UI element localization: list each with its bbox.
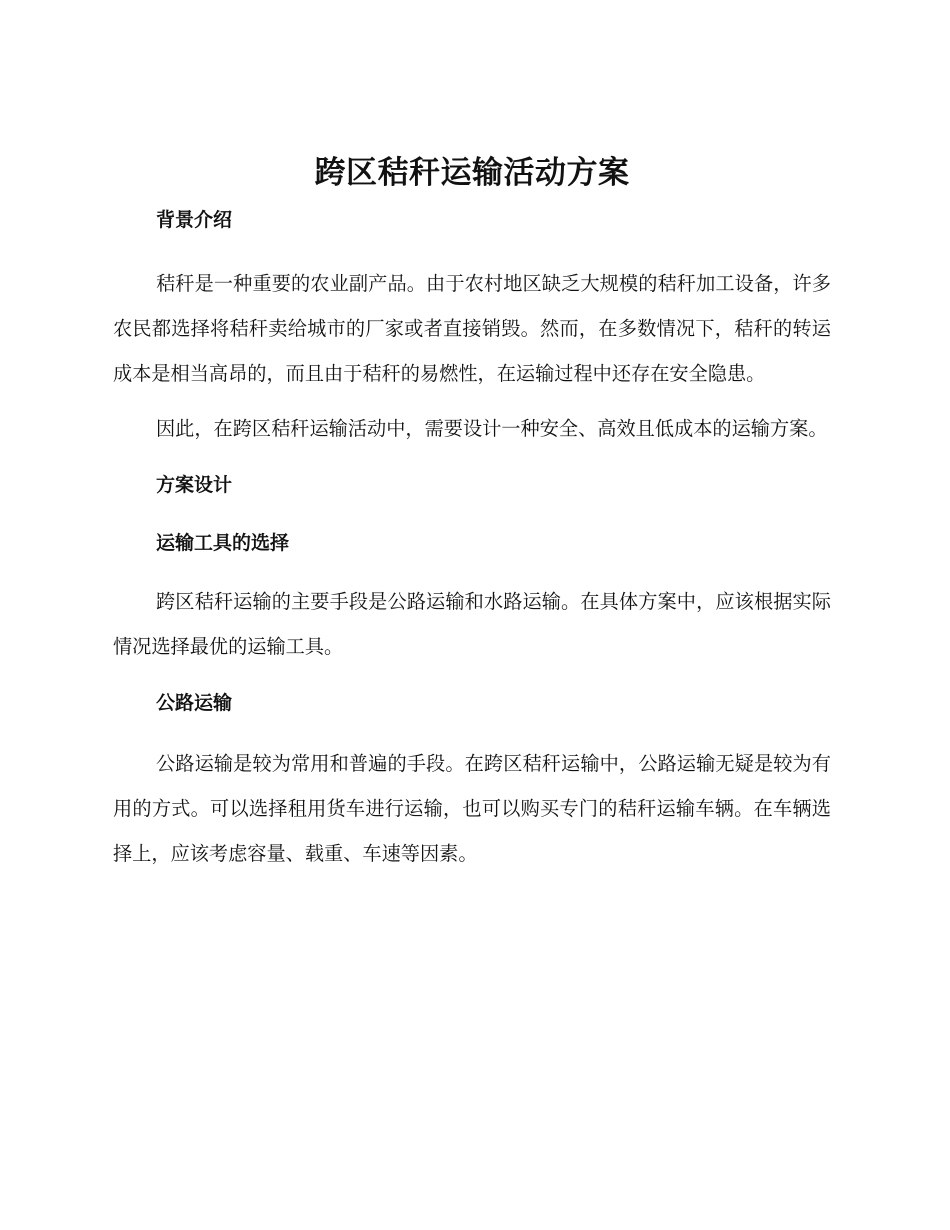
paragraph-background-2: 因此，在跨区秸秆运输活动中，需要设计一种安全、高效且低成本的运输方案。: [156, 417, 828, 440]
paragraph-road-transport: 公路运输是较为常用和普遍的手段。在跨区秸秆运输中，公路运输无疑是较为有用的方式。可以选择租用货车进行运输，也可以购买专门的秸秆运输车辆。在车辆选择上，应该考虑容量、载重、车速等因素。: [113, 752, 831, 865]
paragraph-transport-tools: 跨区秸秆运输的主要手段是公路运输和水路运输。在具体方案中，应该根据实际情况选择最优的运输工具。: [113, 590, 831, 658]
document-body: [113, 148, 831, 876]
section-heading-transport-tools: 运输工具的选择: [156, 532, 290, 554]
section-heading-road-transport: 公路运输: [156, 692, 233, 714]
paragraph-background-1: 秸秆是一种重要的农业副产品。由于农村地区缺乏大规模的秸秆加工设备，许多农民都选择将秸秆卖给城市的厂家或者直接销毁。然而，在多数情况下，秸秆的转运成本是相当高昂的，而且由于秸秆的易燃性，在运输过程中还存在安全隐患。: [113, 272, 831, 385]
document-title: 跨区秸秆运输活动方案: [314, 155, 630, 191]
section-heading-design: 方案设计: [156, 474, 233, 496]
section-heading-background: 背景介绍: [156, 209, 233, 231]
